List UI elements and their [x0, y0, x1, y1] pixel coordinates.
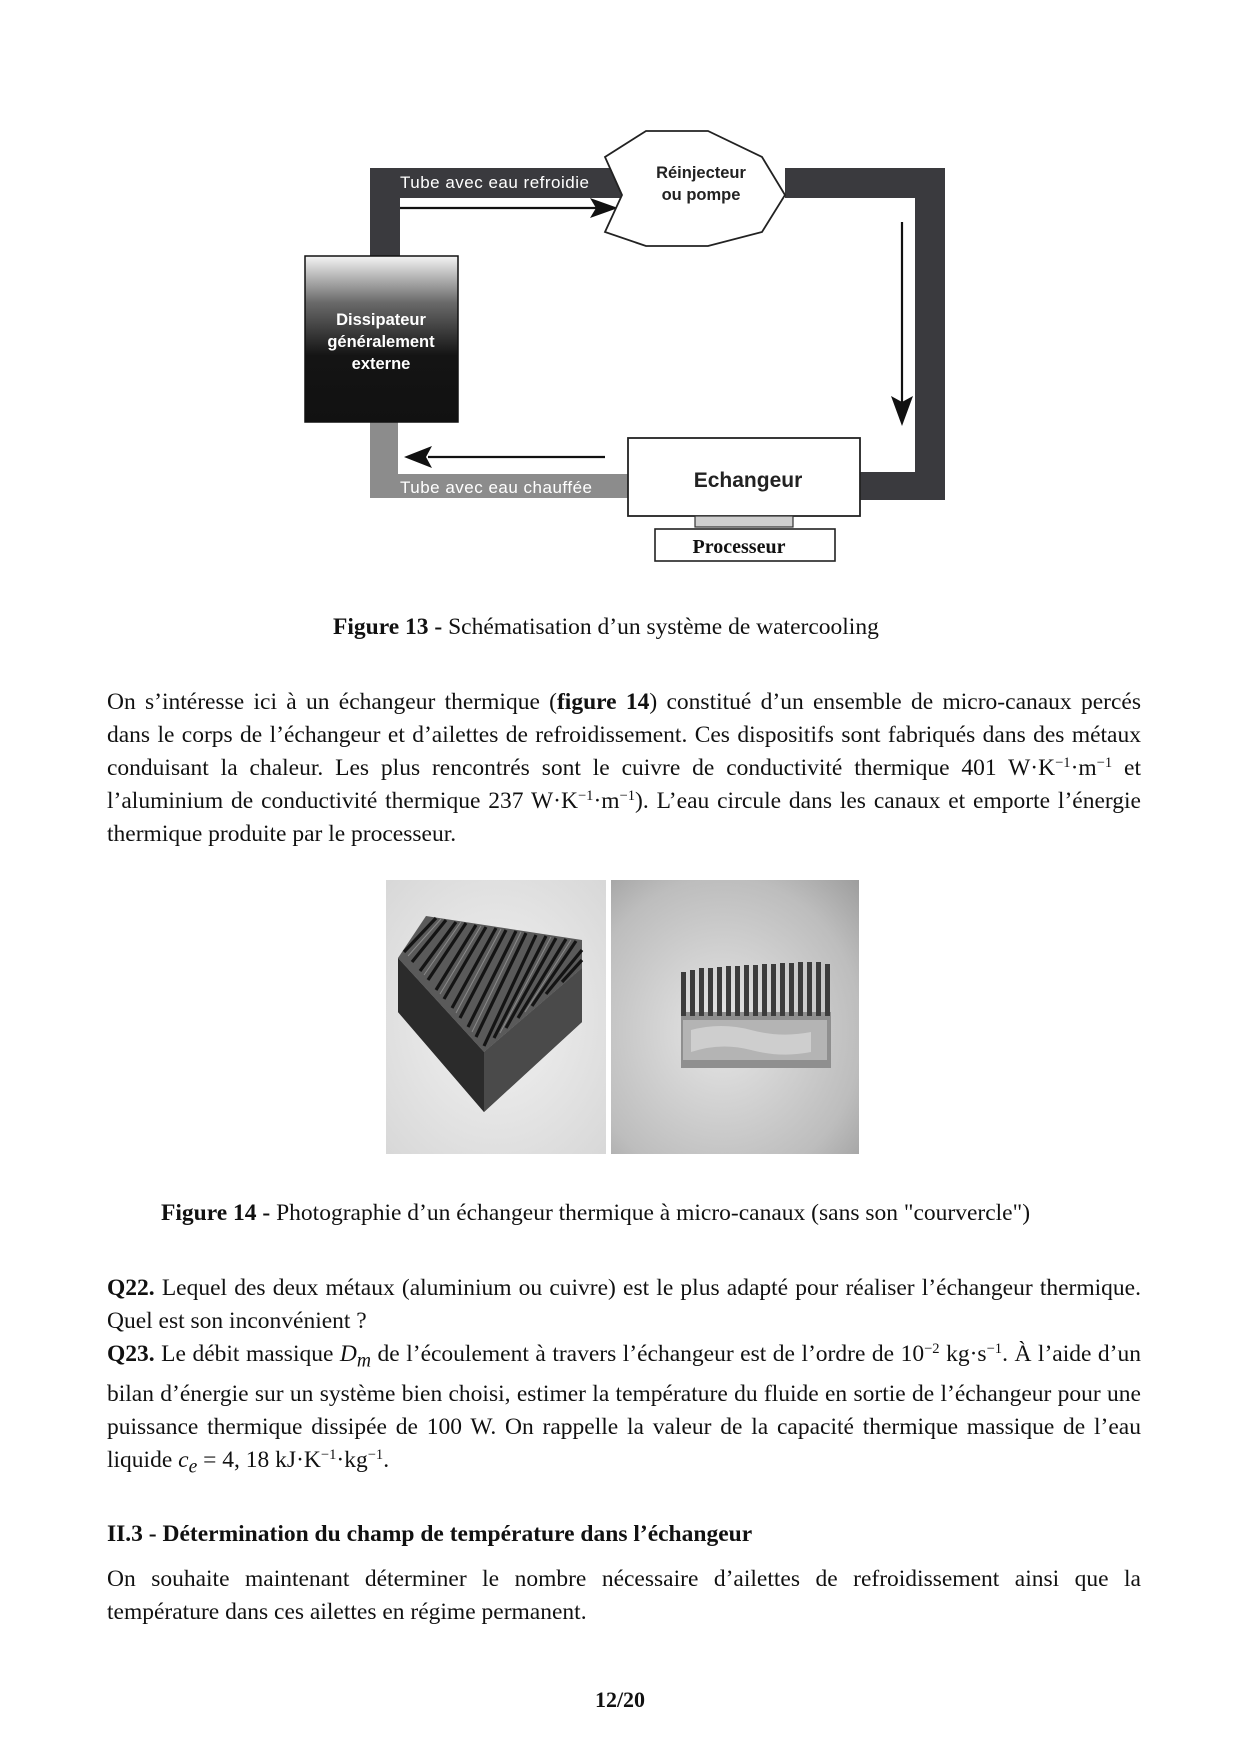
pump-outlet-tube-bottom — [860, 472, 945, 500]
figure13-caption-label: Figure 13 - — [333, 614, 443, 640]
section-paragraph — [107, 1563, 1141, 1629]
q23-var-D-subscript: m — [356, 1350, 372, 1372]
arrow-down-icon — [891, 222, 913, 426]
intro-text-4: et l’aluminium de conductivité thermique 237 W·K — [107, 755, 1142, 814]
intro-exponent-4: −1 — [619, 788, 636, 804]
q23-var-c: c — [178, 1446, 189, 1473]
q23-exponent-2: −1 — [986, 1341, 1003, 1357]
pump-outlet-tube-right — [915, 168, 945, 500]
q23-exponent-3: −1 — [320, 1446, 337, 1463]
section-heading-text: II.3 - Détermination du champ de température dans l’échangeur — [107, 1521, 753, 1547]
q23-text-1: Le débit massique — [154, 1341, 340, 1367]
question-23-label: Q23. — [107, 1341, 155, 1367]
page-number: 12/20 — [594, 1687, 646, 1712]
radiator-label-line2: généralement — [327, 333, 435, 351]
figure13-caption — [333, 614, 879, 641]
q23-var-D: D — [339, 1341, 357, 1367]
q23-text-7: . — [383, 1446, 390, 1473]
intro-exponent-3: −1 — [577, 788, 594, 804]
intro-text-6: ). L’eau circule dans les canaux et emporte l’énergie thermique produite par le processeur. — [107, 788, 1141, 847]
q23-exponent-4: −1 — [367, 1446, 384, 1463]
section-paragraph-text: On souhaite maintenant déterminer le nombre nécessaire d’ailettes de refroidissement ainsi que la température dans ces ailettes en régime permanent. — [107, 1566, 1141, 1625]
radiator-label-line1: Dissipateur — [336, 311, 426, 329]
figure14-photo-left — [386, 880, 606, 1154]
intro-exponent-2: −1 — [1096, 755, 1113, 771]
pump-label-line1: Réinjecteur — [656, 164, 746, 182]
question-block — [107, 1272, 1141, 1483]
hot-tube-label: Tube avec eau chauffée — [400, 478, 593, 497]
arrow-right-icon — [400, 198, 618, 218]
q23-text-2: de l’écoulement à travers l’échangeur est de l’ordre de 10 — [371, 1341, 925, 1367]
q23-text-3: kg·s — [939, 1341, 987, 1367]
q23-var-c-subscript: e — [188, 1456, 198, 1478]
watercooling-diagram — [0, 0, 1240, 580]
figure14-reference: figure 14 — [556, 689, 650, 715]
figure13-caption-text: Schématisation d’un système de watercooling — [442, 614, 879, 640]
q23-exponent-1: −2 — [924, 1341, 940, 1357]
intro-paragraph — [107, 686, 1141, 851]
question-22-label: Q22. — [107, 1275, 155, 1301]
question-22 — [107, 1272, 1141, 1338]
processor-label: Processeur — [692, 536, 786, 558]
q23-text-6: ·kg — [336, 1446, 368, 1473]
figure14-caption-label: Figure 14 - — [161, 1200, 271, 1226]
pump-label-line2: ou pompe — [661, 186, 741, 204]
q23-text-5: = 4, 18 kJ·K — [197, 1446, 321, 1473]
arrow-left-icon — [404, 446, 605, 468]
thermal-pad — [695, 516, 793, 527]
figure14-photo-right — [611, 880, 859, 1154]
q23-text-4: . À l’aide d’un bilan d’énergie sur un système bien choisi, estimer la température du fluide en sortie de l’échangeur pour une puissance thermique dissipée de 100 W. On rappelle la valeur de la capacité thermique massique de l’eau liquide — [107, 1341, 1142, 1473]
figure14-caption-text: Photographie d’un échangeur thermique à micro-canaux (sans son "courvercle") — [270, 1200, 1031, 1226]
intro-text-3: ·m — [1070, 755, 1097, 781]
section-heading — [107, 1518, 1141, 1551]
intro-text-2: ) constitué d’un ensemble de micro-canaux percés dans le corps de l’échangeur et d’ailettes de refroidissement. Ces dispositifs sont fabriqués dans des métaux conduisant la chaleur. Les plus rencontrés sont le cuivre de conductivité thermique 401 W·K — [107, 689, 1141, 781]
intro-text-5: ·m — [593, 788, 620, 814]
question-22-text: Lequel des deux métaux (aluminium ou cuivre) est le plus adapté pour réaliser l’échangeur thermique. Quel est son inconvénient ? — [107, 1275, 1141, 1334]
radiator-label-line3: externe — [351, 355, 411, 373]
exchanger-label: Echangeur — [693, 469, 803, 492]
figure14-caption — [161, 1200, 1030, 1227]
intro-exponent-1: −1 — [1055, 755, 1071, 771]
intro-text-1: On s’intéresse ici à un échangeur thermique ( — [107, 689, 557, 715]
cold-tube-label: Tube avec eau refroidie — [400, 173, 590, 192]
question-23 — [107, 1338, 1141, 1483]
